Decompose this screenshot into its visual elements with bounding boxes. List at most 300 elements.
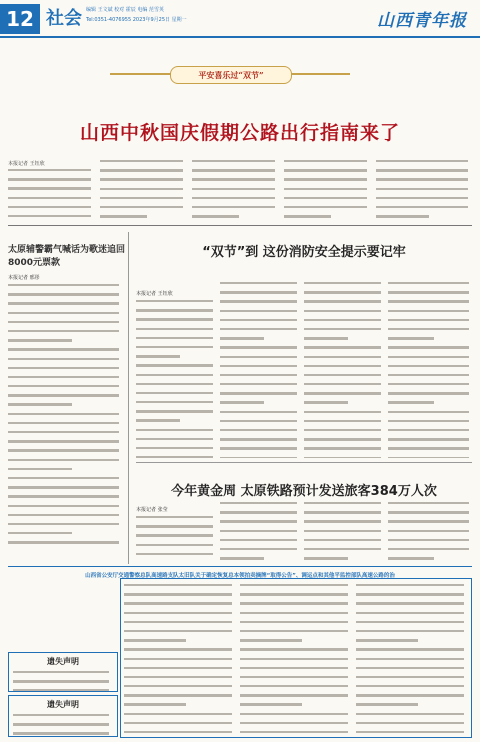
text-line-ink bbox=[388, 502, 469, 504]
text-line-ink bbox=[356, 612, 464, 614]
column-divider bbox=[128, 232, 129, 564]
text-line-ink bbox=[304, 291, 381, 293]
text-line-ink bbox=[124, 685, 232, 687]
text-line-ink bbox=[376, 169, 468, 171]
text-line-ink bbox=[240, 713, 348, 715]
text-line bbox=[304, 319, 384, 326]
text-line-ink bbox=[8, 169, 91, 171]
text-line-ink bbox=[136, 318, 213, 320]
text-line bbox=[136, 300, 216, 307]
main-text-col-5 bbox=[376, 158, 472, 223]
text-line bbox=[388, 310, 472, 317]
text-line-ink bbox=[388, 438, 469, 440]
text-line-ink bbox=[388, 346, 469, 348]
text-line-ink bbox=[388, 319, 469, 321]
text-line-ink bbox=[388, 557, 434, 559]
text-line-ink bbox=[220, 291, 297, 293]
text-line-ink bbox=[8, 403, 72, 405]
text-line bbox=[100, 169, 186, 176]
text-line-ink bbox=[220, 356, 297, 358]
text-line bbox=[136, 364, 216, 371]
text-line-ink bbox=[8, 330, 119, 332]
text-line-ink bbox=[136, 392, 213, 394]
text-line-ink bbox=[304, 310, 381, 312]
text-line-ink bbox=[8, 440, 119, 442]
text-line bbox=[136, 392, 216, 399]
text-line-ink bbox=[136, 410, 213, 412]
text-line-ink bbox=[8, 187, 91, 189]
text-line bbox=[304, 548, 384, 555]
text-line bbox=[388, 282, 472, 289]
text-line bbox=[124, 703, 236, 710]
text-line bbox=[220, 374, 300, 381]
text-line bbox=[388, 328, 472, 335]
text-line-ink bbox=[220, 539, 297, 541]
text-line bbox=[284, 206, 370, 213]
text-line bbox=[388, 300, 472, 307]
text-line-ink bbox=[124, 731, 232, 733]
text-line bbox=[136, 410, 216, 417]
text-line-ink bbox=[356, 713, 464, 715]
text-line-ink bbox=[240, 602, 348, 604]
text-line-ink bbox=[124, 694, 232, 696]
notice-text-col-3 bbox=[356, 582, 468, 734]
text-line bbox=[8, 505, 124, 512]
text-line bbox=[124, 602, 236, 609]
text-line-ink bbox=[8, 339, 72, 341]
text-line-ink bbox=[240, 612, 348, 614]
text-line-ink bbox=[356, 658, 464, 660]
text-line-ink bbox=[304, 392, 381, 394]
text-line bbox=[136, 346, 216, 353]
text-line-ink bbox=[304, 557, 348, 559]
page-header bbox=[0, 0, 480, 36]
text-line bbox=[136, 553, 216, 560]
text-line bbox=[220, 392, 300, 399]
section-name: 社会 bbox=[46, 8, 82, 29]
text-line bbox=[284, 197, 370, 204]
text-line bbox=[240, 658, 352, 665]
text-line bbox=[376, 188, 472, 195]
text-line bbox=[220, 356, 300, 363]
text-line-ink bbox=[220, 457, 297, 458]
text-line-ink bbox=[388, 374, 469, 376]
text-line bbox=[388, 429, 472, 436]
text-line bbox=[388, 438, 472, 445]
text-line bbox=[220, 310, 300, 317]
text-line-ink bbox=[304, 374, 381, 376]
text-line-ink bbox=[356, 621, 464, 623]
text-line-ink bbox=[13, 714, 109, 716]
text-line-ink bbox=[8, 477, 119, 479]
text-line-ink bbox=[124, 584, 232, 586]
text-line bbox=[124, 612, 236, 619]
declaration-title: 遗失声明 bbox=[47, 657, 79, 666]
text-line bbox=[8, 532, 124, 539]
text-line-ink bbox=[220, 282, 297, 284]
text-line-ink bbox=[304, 383, 381, 385]
text-line bbox=[284, 169, 370, 176]
text-line-ink bbox=[356, 731, 464, 733]
declaration-title: 遗失声明 bbox=[47, 700, 79, 709]
text-line bbox=[8, 178, 94, 185]
text-line-ink bbox=[100, 178, 183, 180]
text-line bbox=[240, 630, 352, 637]
text-line bbox=[8, 321, 124, 328]
text-line-ink bbox=[8, 514, 119, 516]
story2-text-col-1 bbox=[136, 298, 216, 458]
text-line bbox=[356, 612, 468, 619]
text-line-ink bbox=[240, 639, 302, 641]
text-line-ink bbox=[136, 534, 213, 536]
text-line-ink bbox=[8, 367, 119, 369]
text-line-ink bbox=[8, 312, 119, 314]
story3-text-col-2 bbox=[220, 500, 300, 562]
text-line-ink bbox=[136, 374, 213, 376]
story2-byline: 本报记者 王钰欣 bbox=[136, 291, 173, 297]
text-line-ink bbox=[388, 282, 469, 284]
text-line-ink bbox=[356, 667, 464, 669]
text-line bbox=[376, 206, 472, 213]
text-line bbox=[388, 520, 472, 527]
text-line-ink bbox=[376, 188, 468, 190]
text-line bbox=[124, 667, 236, 674]
text-line bbox=[356, 648, 468, 655]
text-line-ink bbox=[356, 602, 464, 604]
text-line bbox=[100, 206, 186, 213]
declaration-box-1 bbox=[8, 652, 118, 692]
text-line bbox=[240, 639, 352, 646]
text-line-ink bbox=[388, 548, 469, 550]
text-line bbox=[192, 215, 278, 222]
text-line-ink bbox=[304, 365, 381, 367]
text-line bbox=[136, 337, 216, 344]
text-line bbox=[356, 731, 468, 734]
text-line-ink bbox=[100, 206, 183, 208]
text-line-ink bbox=[356, 685, 464, 687]
text-line bbox=[13, 714, 113, 721]
text-line-ink bbox=[304, 356, 381, 358]
text-line-ink bbox=[13, 732, 109, 734]
story2-headline: “双节”到 这份消防安全提示要记牢 bbox=[202, 245, 406, 260]
text-line bbox=[13, 732, 113, 736]
text-line bbox=[388, 356, 472, 363]
text-line bbox=[388, 548, 472, 555]
text-line-ink bbox=[220, 548, 297, 550]
text-line bbox=[356, 584, 468, 591]
text-line bbox=[8, 413, 124, 420]
text-line-ink bbox=[240, 648, 348, 650]
text-line bbox=[13, 689, 113, 691]
text-line-ink bbox=[388, 411, 469, 413]
text-line-ink bbox=[240, 703, 302, 705]
text-line-ink bbox=[304, 539, 381, 541]
text-line-ink bbox=[136, 456, 213, 458]
story2-divider bbox=[136, 462, 472, 463]
text-line-ink bbox=[136, 401, 213, 403]
text-line-ink bbox=[240, 584, 348, 586]
text-line-ink bbox=[304, 520, 381, 522]
text-line bbox=[8, 312, 124, 319]
text-line bbox=[388, 365, 472, 372]
story3-text-col-1 bbox=[136, 514, 216, 562]
text-line bbox=[8, 523, 124, 530]
text-line-ink bbox=[8, 532, 72, 534]
text-line bbox=[284, 160, 370, 167]
text-line bbox=[192, 188, 278, 195]
text-line-ink bbox=[192, 215, 239, 217]
text-line bbox=[240, 593, 352, 600]
text-line bbox=[124, 722, 236, 729]
text-line bbox=[8, 293, 124, 300]
text-line bbox=[388, 557, 472, 562]
text-line bbox=[356, 602, 468, 609]
text-line bbox=[8, 385, 124, 392]
text-line bbox=[220, 447, 300, 454]
text-line bbox=[284, 188, 370, 195]
text-line bbox=[220, 401, 300, 408]
text-line-ink bbox=[124, 612, 232, 614]
text-line bbox=[124, 676, 236, 683]
text-line bbox=[304, 438, 384, 445]
text-line bbox=[356, 703, 468, 710]
text-line-ink bbox=[8, 413, 119, 415]
text-line bbox=[240, 676, 352, 683]
text-line bbox=[220, 291, 300, 298]
text-line-ink bbox=[220, 520, 297, 522]
text-line-ink bbox=[388, 447, 469, 449]
text-line bbox=[376, 160, 472, 167]
text-line-ink bbox=[124, 667, 232, 669]
text-line bbox=[136, 456, 216, 458]
text-line-ink bbox=[304, 457, 381, 458]
text-line-ink bbox=[8, 321, 119, 323]
text-line-ink bbox=[240, 676, 348, 678]
text-line bbox=[8, 495, 124, 502]
text-line-ink bbox=[304, 282, 381, 284]
text-line-ink bbox=[356, 593, 464, 595]
text-line-ink bbox=[240, 685, 348, 687]
text-line-ink bbox=[220, 530, 297, 532]
text-line bbox=[304, 356, 384, 363]
text-line bbox=[356, 685, 468, 692]
text-line-ink bbox=[13, 723, 109, 725]
text-line-ink bbox=[388, 337, 434, 339]
main-text-col-3 bbox=[192, 158, 278, 223]
text-line bbox=[376, 215, 472, 222]
banner-label: 平安喜乐过“双节” bbox=[170, 66, 292, 84]
text-line bbox=[388, 337, 472, 344]
text-line-ink bbox=[388, 300, 469, 302]
text-line bbox=[8, 284, 124, 291]
text-line bbox=[220, 383, 300, 390]
text-line-ink bbox=[220, 346, 297, 348]
side-headline: 太原辅警霸气喊话为歌迷追回8000元票款 bbox=[8, 245, 126, 268]
text-line-ink bbox=[220, 328, 297, 330]
text-line-ink bbox=[8, 505, 119, 507]
text-line-ink bbox=[136, 300, 213, 302]
text-line-ink bbox=[136, 309, 213, 311]
text-line-ink bbox=[284, 188, 367, 190]
text-line bbox=[8, 477, 124, 484]
text-line bbox=[124, 648, 236, 655]
text-line bbox=[13, 680, 113, 687]
text-line-ink bbox=[13, 671, 109, 673]
text-line-ink bbox=[220, 420, 297, 422]
text-line bbox=[304, 502, 384, 509]
text-line-ink bbox=[240, 667, 348, 669]
text-line bbox=[388, 383, 472, 390]
text-line bbox=[8, 339, 124, 346]
main-text-col-4 bbox=[284, 158, 370, 223]
text-line-ink bbox=[220, 319, 297, 321]
text-line-ink bbox=[124, 658, 232, 660]
contact-line: Tel:0351-4076955 2023年9月25日 星期一 bbox=[86, 17, 187, 23]
text-line bbox=[136, 328, 216, 335]
text-line-ink bbox=[304, 530, 381, 532]
text-line-ink bbox=[124, 713, 232, 715]
story2-text-col-4 bbox=[388, 280, 472, 458]
text-line bbox=[240, 731, 352, 734]
text-line bbox=[240, 713, 352, 720]
text-line-ink bbox=[8, 197, 91, 199]
main-divider bbox=[8, 225, 472, 226]
text-line-ink bbox=[356, 584, 464, 586]
story3-byline: 本报记者 张莹 bbox=[136, 507, 168, 513]
story2-text-col-3 bbox=[304, 280, 384, 458]
text-line bbox=[240, 703, 352, 710]
text-line bbox=[8, 440, 124, 447]
text-line bbox=[8, 367, 124, 374]
text-line bbox=[220, 539, 300, 546]
text-line bbox=[8, 422, 124, 429]
text-line-ink bbox=[376, 178, 468, 180]
text-line-ink bbox=[356, 648, 464, 650]
text-line-ink bbox=[136, 525, 213, 527]
text-line bbox=[304, 530, 384, 537]
text-line bbox=[220, 429, 300, 436]
text-line bbox=[8, 330, 124, 337]
text-line bbox=[304, 411, 384, 418]
text-line bbox=[376, 169, 472, 176]
text-line-ink bbox=[136, 419, 180, 421]
text-line bbox=[136, 438, 216, 445]
text-line-ink bbox=[8, 449, 119, 451]
text-line-ink bbox=[220, 374, 297, 376]
text-line-ink bbox=[8, 468, 72, 470]
text-line bbox=[8, 449, 124, 456]
text-line-ink bbox=[124, 639, 186, 641]
text-line bbox=[124, 593, 236, 600]
text-line bbox=[220, 300, 300, 307]
text-line-ink bbox=[13, 680, 109, 682]
text-line bbox=[388, 319, 472, 326]
text-line bbox=[356, 722, 468, 729]
text-line bbox=[388, 539, 472, 546]
page-number: 12 bbox=[0, 4, 40, 34]
text-line bbox=[388, 420, 472, 427]
text-line bbox=[304, 337, 384, 344]
text-line-ink bbox=[284, 215, 331, 217]
text-line-ink bbox=[8, 348, 119, 350]
text-line-ink bbox=[8, 284, 119, 286]
text-line-ink bbox=[356, 694, 464, 696]
text-line bbox=[220, 365, 300, 372]
text-line bbox=[304, 392, 384, 399]
text-line bbox=[304, 539, 384, 546]
text-line-ink bbox=[388, 365, 469, 367]
text-line bbox=[220, 346, 300, 353]
text-line-ink bbox=[240, 694, 348, 696]
text-line-ink bbox=[356, 703, 418, 705]
text-line bbox=[304, 328, 384, 335]
text-line-ink bbox=[8, 358, 119, 360]
text-line bbox=[356, 658, 468, 665]
text-line bbox=[388, 411, 472, 418]
text-line bbox=[304, 310, 384, 317]
declaration-text bbox=[13, 712, 113, 736]
text-line bbox=[8, 541, 124, 544]
text-line bbox=[136, 401, 216, 408]
text-line bbox=[100, 197, 186, 204]
text-line bbox=[240, 612, 352, 619]
text-line bbox=[284, 215, 370, 222]
text-line bbox=[8, 468, 124, 475]
side-byline: 本报记者 邢彤 bbox=[8, 275, 40, 281]
text-line bbox=[192, 197, 278, 204]
text-line bbox=[304, 457, 384, 458]
text-line-ink bbox=[220, 447, 297, 449]
text-line bbox=[100, 215, 186, 222]
text-line-ink bbox=[136, 438, 213, 440]
text-line-ink bbox=[220, 557, 264, 559]
text-line-ink bbox=[124, 593, 232, 595]
text-line-ink bbox=[136, 346, 213, 348]
text-line bbox=[304, 401, 384, 408]
text-line bbox=[8, 206, 94, 213]
text-line-ink bbox=[192, 178, 275, 180]
text-line-ink bbox=[220, 337, 264, 339]
text-line bbox=[136, 525, 216, 532]
text-line bbox=[356, 593, 468, 600]
text-line bbox=[388, 401, 472, 408]
text-line-ink bbox=[136, 544, 213, 546]
text-line-ink bbox=[8, 215, 91, 217]
text-line-ink bbox=[220, 365, 297, 367]
text-line-ink bbox=[304, 420, 381, 422]
text-line bbox=[376, 178, 472, 185]
main-headline: 山西中秋国庆假期公路出行指南来了 bbox=[79, 122, 400, 144]
text-line bbox=[8, 302, 124, 309]
text-line bbox=[124, 713, 236, 720]
text-line-ink bbox=[136, 447, 213, 449]
text-line-ink bbox=[8, 541, 119, 543]
text-line bbox=[220, 337, 300, 344]
notice-text-col-2 bbox=[240, 582, 352, 734]
text-line-ink bbox=[124, 648, 232, 650]
text-line bbox=[136, 429, 216, 436]
text-line bbox=[8, 486, 124, 493]
text-line-ink bbox=[284, 160, 367, 162]
text-line bbox=[8, 348, 124, 355]
text-line bbox=[356, 694, 468, 701]
text-line bbox=[100, 160, 186, 167]
text-line-ink bbox=[8, 495, 119, 497]
text-line bbox=[220, 530, 300, 537]
text-line bbox=[136, 447, 216, 454]
text-line-ink bbox=[304, 429, 381, 431]
text-line bbox=[136, 419, 216, 426]
